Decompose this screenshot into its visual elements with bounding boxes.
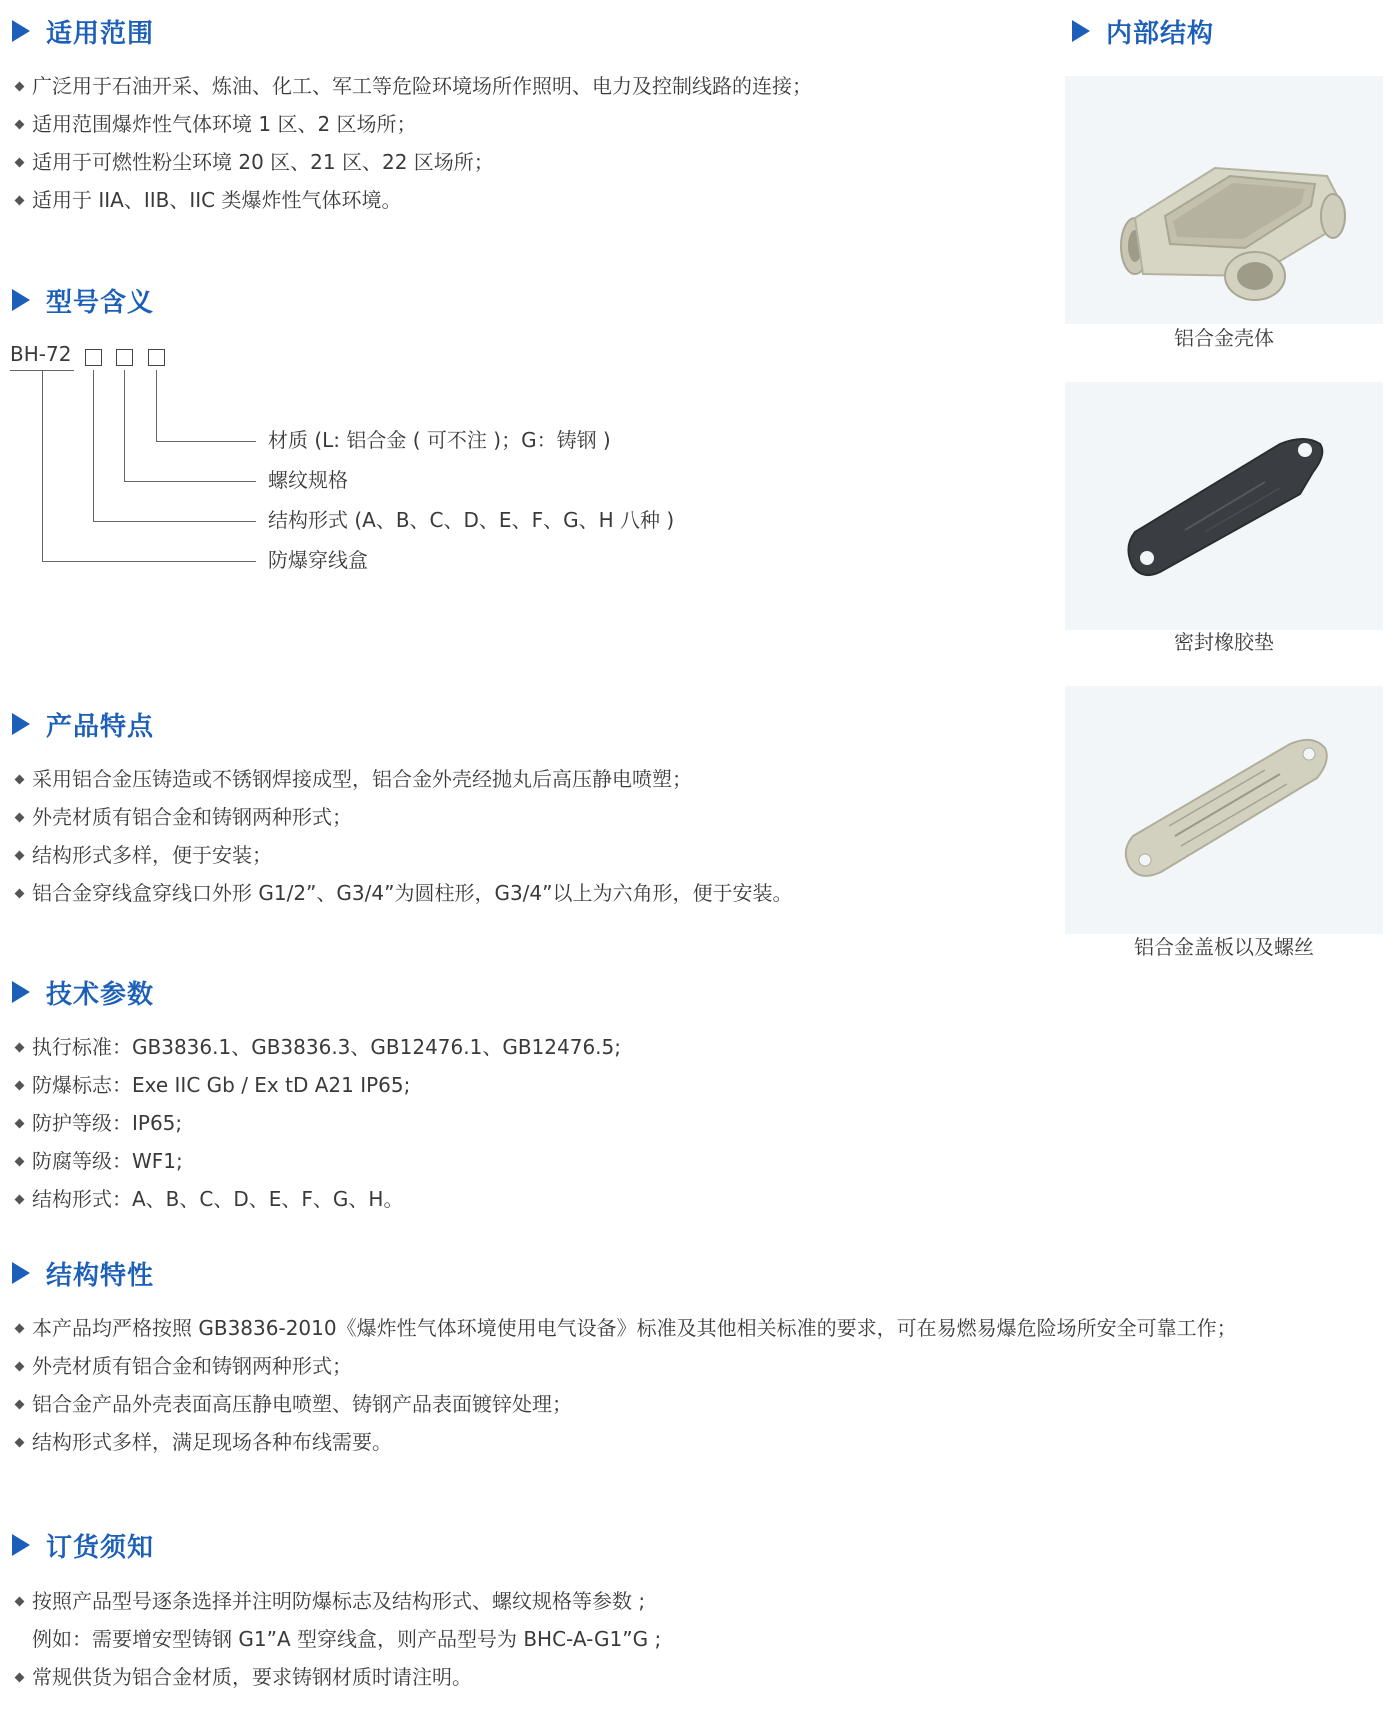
list-item: 外壳材质有铝合金和铸钢两种形式； bbox=[12, 798, 793, 836]
leader-line bbox=[42, 561, 256, 562]
triangle-bullet-icon bbox=[12, 20, 30, 42]
list-item: 常规供货为铝合金材质，要求铸钢材质时请注明。 bbox=[12, 1658, 661, 1696]
model-label-material: 材质 (L: 铝合金 ( 可不注 )；G：铸钢 ) bbox=[268, 428, 611, 452]
list-item: 本产品均严格按照 GB3836-2010《爆炸性气体环境使用电气设备》标准及其他相关标准的要求，可在易燃易爆危险场所安全可靠工作； bbox=[12, 1309, 1237, 1347]
part-caption-housing: 铝合金壳体 bbox=[1174, 326, 1274, 350]
diamond-bullet-icon bbox=[15, 812, 25, 822]
diamond-bullet-icon bbox=[15, 1323, 25, 1333]
list-item: 铝合金穿线盒穿线口外形 G1/2”、G3/4”为圆柱形，G3/4”以上为六角形，便于安装。 bbox=[12, 874, 793, 912]
section-title-structure: 结构特性 bbox=[12, 1255, 154, 1291]
list-item: 适用范围爆炸性气体环境 1 区、2 区场所； bbox=[12, 105, 812, 143]
list-item: 外壳材质有铝合金和铸钢两种形式； bbox=[12, 1347, 1237, 1385]
section-title-scope: 适用范围 bbox=[12, 13, 154, 49]
list-item: 铝合金产品外壳表面高压静电喷塑、铸钢产品表面镀锌处理； bbox=[12, 1385, 1237, 1423]
list-item: 结构形式多样，便于安装； bbox=[12, 836, 793, 874]
order-list bbox=[12, 1582, 661, 1696]
triangle-bullet-icon bbox=[12, 289, 30, 311]
triangle-bullet-icon bbox=[1072, 20, 1090, 42]
list-item: 防护等级：IP65; bbox=[12, 1104, 621, 1142]
diamond-bullet-icon bbox=[15, 1399, 25, 1409]
triangle-bullet-icon bbox=[12, 1534, 30, 1556]
triangle-bullet-icon bbox=[12, 981, 30, 1003]
diamond-bullet-icon bbox=[15, 1194, 25, 1204]
section-title-internal: 内部结构 bbox=[1072, 13, 1214, 49]
list-item: 防爆标志：Exe IIC Gb / Ex tD A21 IP65; bbox=[12, 1066, 621, 1104]
diamond-bullet-icon bbox=[15, 1672, 25, 1682]
diamond-bullet-icon bbox=[15, 81, 25, 91]
model-code: BH-72 bbox=[10, 342, 72, 366]
features-list bbox=[12, 760, 793, 912]
part-image-cover bbox=[1065, 686, 1383, 934]
diamond-bullet-icon bbox=[15, 119, 25, 129]
triangle-bullet-icon bbox=[12, 1262, 30, 1284]
diamond-bullet-icon bbox=[15, 195, 25, 205]
leader-line bbox=[156, 370, 157, 441]
diamond-bullet-icon bbox=[15, 850, 25, 860]
part-image-gasket bbox=[1065, 382, 1383, 630]
diamond-bullet-icon bbox=[15, 774, 25, 784]
model-label-thread: 螺纹规格 bbox=[268, 468, 348, 492]
leader-line bbox=[124, 370, 125, 481]
diamond-bullet-icon bbox=[15, 1156, 25, 1166]
section-title-model: 型号含义 bbox=[12, 282, 154, 318]
leader-line bbox=[93, 521, 256, 522]
list-item: 结构形式多样，满足现场各种布线需要。 bbox=[12, 1423, 1237, 1461]
triangle-bullet-icon bbox=[12, 713, 30, 735]
diamond-bullet-icon bbox=[15, 157, 25, 167]
leader-line bbox=[156, 441, 256, 442]
section-title-tech: 技术参数 bbox=[12, 974, 154, 1010]
list-item: 执行标准：GB3836.1、GB3836.3、GB12476.1、GB12476.5; bbox=[12, 1028, 621, 1066]
diamond-bullet-icon bbox=[15, 1118, 25, 1128]
model-label-box: 防爆穿线盒 bbox=[268, 548, 368, 572]
section-title-features: 产品特点 bbox=[12, 706, 154, 742]
leader-line bbox=[42, 370, 43, 561]
model-slot-box bbox=[116, 349, 133, 366]
list-item: 广泛用于石油开采、炼油、化工、军工等危险环境场所作照明、电力及控制线路的连接； bbox=[12, 67, 812, 105]
part-caption-cover: 铝合金盖板以及螺丝 bbox=[1134, 935, 1314, 959]
leader-line bbox=[93, 370, 94, 521]
list-item: 适用于可燃性粉尘环境 20 区、21 区、22 区场所； bbox=[12, 143, 812, 181]
tech-list bbox=[12, 1028, 621, 1218]
diamond-bullet-icon bbox=[15, 1080, 25, 1090]
list-item: 按照产品型号逐条选择并注明防爆标志及结构形式、螺纹规格等参数 ; bbox=[12, 1582, 661, 1620]
model-label-structure: 结构形式 (A、B、C、D、E、F、G、H 八种 ) bbox=[268, 508, 675, 532]
section-title-order: 订货须知 bbox=[12, 1527, 154, 1563]
list-item: 结构形式：A、B、C、D、E、F、G、H。 bbox=[12, 1180, 621, 1218]
diamond-bullet-icon bbox=[15, 1361, 25, 1371]
diamond-bullet-icon bbox=[15, 1437, 25, 1447]
structure-list bbox=[12, 1309, 1237, 1461]
model-slot-box bbox=[85, 349, 102, 366]
list-item-example: 例如：需要增安型铸钢 G1”A 型穿线盒，则产品型号为 BHC-A-G1”G ; bbox=[32, 1627, 662, 1651]
list-item: 采用铝合金压铸造或不锈钢焊接成型，铝合金外壳经抛丸后高压静电喷塑； bbox=[12, 760, 793, 798]
scope-list bbox=[12, 67, 812, 219]
rubber-gasket-icon bbox=[1065, 382, 1383, 630]
part-image-housing bbox=[1065, 76, 1383, 324]
model-slot-box bbox=[148, 349, 165, 366]
cover-plate-icon bbox=[1065, 686, 1383, 934]
list-item: 适用于 IIA、IIB、IIC 类爆炸性气体环境。 bbox=[12, 181, 812, 219]
diamond-bullet-icon bbox=[15, 888, 25, 898]
diamond-bullet-icon bbox=[15, 1042, 25, 1052]
diamond-bullet-icon bbox=[15, 1596, 25, 1606]
leader-line bbox=[124, 481, 256, 482]
list-item: 防腐等级：WF1; bbox=[12, 1142, 621, 1180]
aluminum-housing-icon bbox=[1065, 76, 1383, 324]
part-caption-gasket: 密封橡胶垫 bbox=[1174, 630, 1274, 654]
